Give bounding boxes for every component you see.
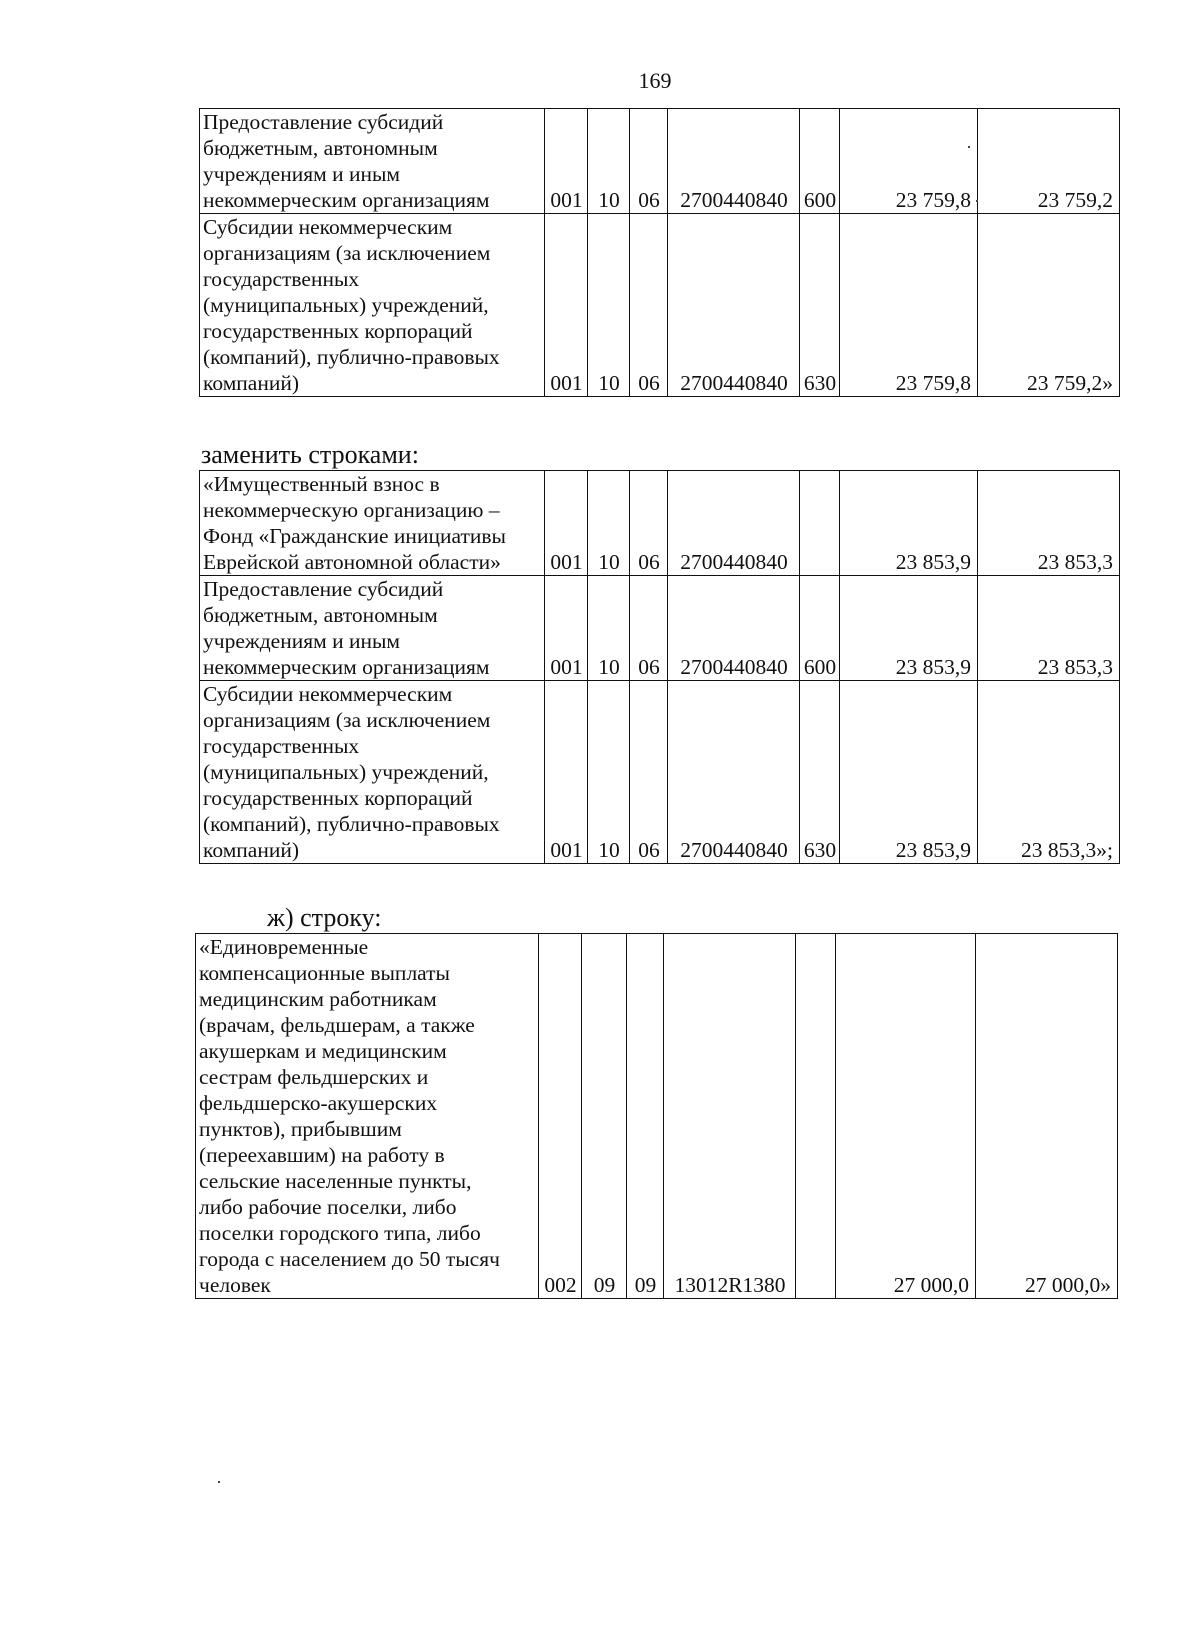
budget-table-replacement: [199, 470, 1120, 864]
table-row: [200, 681, 1120, 864]
description-line: организациям (за исключением: [203, 708, 491, 732]
description-line: города с населением до 50 тысяч: [199, 1247, 500, 1271]
budget-table-original: [199, 108, 1120, 397]
table-row: [200, 576, 1120, 681]
expense-type-cell: 630: [800, 214, 840, 397]
expense-type-cell: [796, 934, 836, 1299]
description-line: (компаний), публично-правовых: [203, 345, 500, 369]
description-line: компаний): [203, 371, 300, 395]
amount-year2-cell: 23 853,3: [978, 576, 1120, 681]
description-line: сестрам фельдшерских и: [199, 1065, 429, 1089]
description-line: «Единовременные: [199, 935, 369, 959]
ministry-code-cell: 001: [545, 576, 588, 681]
subsection-code-cell: 06: [630, 109, 668, 214]
replace-with-rows-label: заменить строками:: [201, 440, 419, 469]
description-line: (врачам, фельдшерам, а также: [199, 1013, 475, 1037]
subsection-code-cell: 06: [630, 681, 668, 864]
description-line: фельдшерско-акушерских: [199, 1091, 438, 1115]
section-code-cell: 10: [588, 214, 630, 397]
target-item-cell: 2700440840: [668, 681, 800, 864]
description-cell: [200, 471, 545, 576]
ministry-code-cell: 001: [545, 471, 588, 576]
description-line: учреждениям и иным: [203, 629, 401, 653]
description-line: бюджетным, автономным: [203, 136, 438, 160]
description-line: бюджетным, автономным: [203, 603, 438, 627]
description-line: Субсидии некоммерческим: [203, 215, 453, 239]
table-row: [200, 109, 1120, 214]
amount-year1-cell: 23 853,9: [840, 576, 978, 681]
description-line: сельские населенные пункты,: [199, 1169, 472, 1193]
scan-speck: [976, 200, 978, 202]
amount-year2-cell: 23 853,3»;: [978, 681, 1120, 864]
description-line: (переехавшим) на работу в: [199, 1143, 445, 1167]
description-line: (муниципальных) учреждений,: [203, 760, 489, 784]
description-line: (муниципальных) учреждений,: [203, 293, 489, 317]
scan-speck: [968, 146, 970, 148]
target-item-cell: 2700440840: [668, 471, 800, 576]
subsection-code-cell: 06: [630, 471, 668, 576]
subsection-code-cell: 09: [627, 934, 664, 1299]
item-zh-label: ж) строку:: [267, 903, 382, 932]
description-line: государственных корпораций: [203, 786, 473, 810]
section-code-cell: 10: [588, 681, 630, 864]
target-item-cell: 2700440840: [668, 576, 800, 681]
amount-year1-cell: 23 853,9: [840, 471, 978, 576]
amount-year1-cell: 23 759,8: [840, 214, 978, 397]
target-item-cell: 13012R1380: [664, 934, 796, 1299]
expense-type-cell: 600: [800, 109, 840, 214]
description-line: человек: [199, 1273, 271, 1297]
ministry-code-cell: 002: [539, 934, 582, 1299]
section-code-cell: 09: [582, 934, 627, 1299]
description-cell: [200, 681, 545, 864]
subsection-code-cell: 06: [630, 214, 668, 397]
description-cell: [200, 576, 545, 681]
description-line: «Имущественный взнос в: [203, 472, 440, 496]
table-row: [200, 214, 1120, 397]
amount-year1-cell: 23 759,8: [840, 109, 978, 214]
description-line: организациям (за исключением: [203, 241, 491, 265]
description-line: Предоставление субсидий: [203, 577, 444, 601]
section-code-cell: 10: [588, 576, 630, 681]
description-line: пунктов), прибывшим: [199, 1117, 402, 1141]
description-cell: [196, 934, 539, 1299]
expense-type-cell: 630: [800, 681, 840, 864]
table-row: [196, 934, 1118, 1299]
target-item-cell: 2700440840: [668, 214, 800, 397]
description-cell: [200, 214, 545, 397]
target-item-cell: 2700440840: [668, 109, 800, 214]
section-code-cell: 10: [588, 471, 630, 576]
scan-speck: [218, 1481, 220, 1483]
subsection-code-cell: 06: [630, 576, 668, 681]
budget-table-item-zh: [195, 933, 1118, 1299]
amount-year1-cell: 23 853,9: [840, 681, 978, 864]
description-line: акушеркам и медицинским: [199, 1039, 447, 1063]
description-cell: [200, 109, 545, 214]
ministry-code-cell: 001: [545, 214, 588, 397]
description-line: государственных корпораций: [203, 319, 473, 343]
description-line: медицинским работникам: [199, 987, 437, 1011]
amount-year2-cell: 23 759,2»: [978, 214, 1120, 397]
amount-year2-cell: 27 000,0»: [976, 934, 1118, 1299]
amount-year2-cell: 23 853,3: [978, 471, 1120, 576]
description-line: некоммерческую организацию –: [203, 498, 500, 522]
description-line: государственных: [203, 267, 360, 291]
description-line: Фонд «Гражданские инициативы: [203, 524, 506, 548]
section-code-cell: 10: [588, 109, 630, 214]
description-line: компаний): [203, 838, 300, 862]
expense-type-cell: [800, 471, 840, 576]
description-line: Еврейской автономной области»: [203, 550, 501, 574]
description-line: либо рабочие поселки, либо: [199, 1195, 457, 1219]
table-row: [200, 471, 1120, 576]
ministry-code-cell: 001: [545, 681, 588, 864]
amount-year2-cell: 23 759,2: [978, 109, 1120, 214]
description-line: (компаний), публично-правовых: [203, 812, 500, 836]
expense-type-cell: 600: [800, 576, 840, 681]
description-line: некоммерческим организациям: [203, 188, 490, 212]
description-line: поселки городского типа, либо: [199, 1221, 481, 1245]
amount-year1-cell: 27 000,0: [836, 934, 976, 1299]
description-line: Субсидии некоммерческим: [203, 682, 453, 706]
description-line: государственных: [203, 734, 360, 758]
description-line: учреждениям и иным: [203, 162, 401, 186]
description-line: Предоставление субсидий: [203, 110, 444, 134]
ministry-code-cell: 001: [545, 109, 588, 214]
description-line: компенсационные выплаты: [199, 961, 450, 985]
page-number: 169: [638, 68, 672, 93]
description-line: некоммерческим организациям: [203, 655, 490, 679]
